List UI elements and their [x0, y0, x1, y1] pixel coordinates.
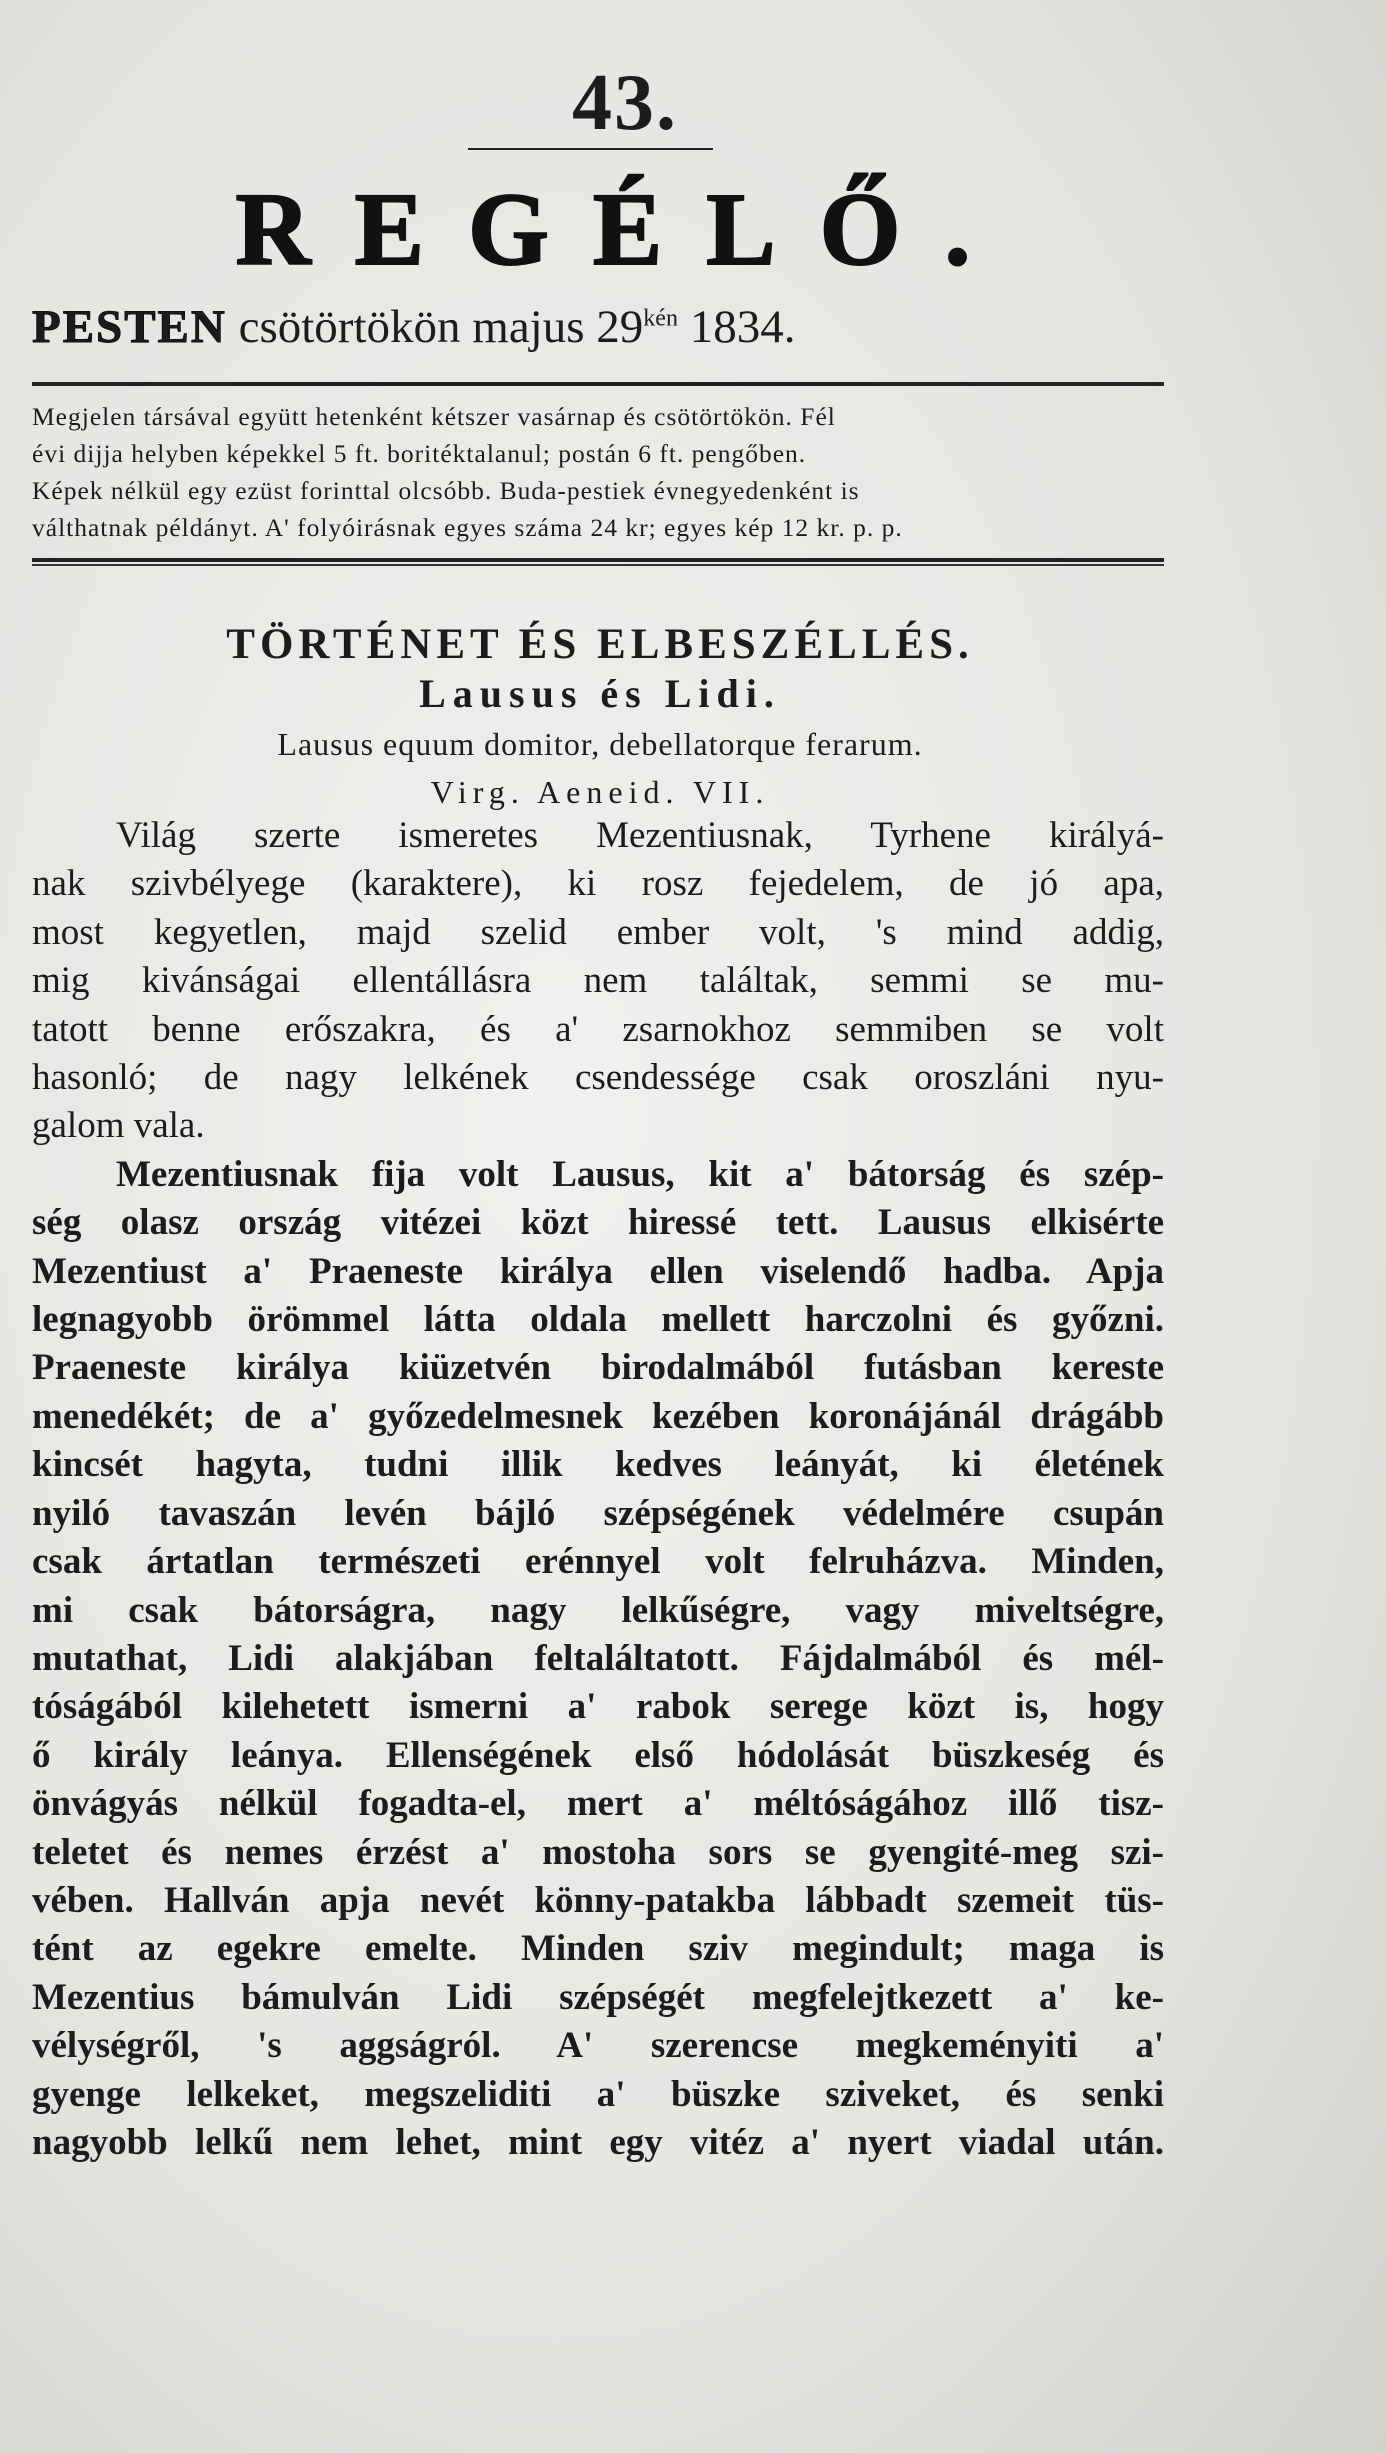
text-line: most kegyetlen, majd szelid ember volt, 's mind addig, [32, 911, 1164, 953]
dateline-month: majus [472, 301, 585, 353]
subscription-line: Képek nélkül egy ezüst forinttal olcsóbb. Buda-pestiek évnegyedenként is [32, 476, 860, 505]
subscription-notice [32, 398, 1164, 546]
text-line: nagyobb lelkű nem lehet, mint egy vitéz a' nyert viadal után. [32, 2121, 1164, 2163]
section-divider [32, 558, 1164, 566]
text-line: menedékét; de a' győzedelmesnek kezében koronájánál drágább [32, 1395, 1164, 1437]
text-line: vélységről, 's aggságról. A' szerencse megkeményiti a' [32, 2025, 1164, 2067]
dateline-city: PESTEN [32, 301, 227, 353]
header-rule [32, 382, 1164, 386]
subscription-line: válthatnak példányt. A' folyóirásnak egyes száma 24 kr; egyes kép 12 kr. p. p. [32, 513, 903, 542]
text-line: Mezentius bámulván Lidi szépségét megfelejtkezett a' ke- [32, 1976, 1164, 2018]
text-line: nyiló tavaszán levén bájló szépségének védelmére csupán [32, 1492, 1164, 1534]
text-line: mutathat, Lidi alakjában feltaláltatott. Fájdalmából és mél- [32, 1637, 1164, 1679]
text-line: önvágyás nélkül fogadta-el, mert a' méltóságához illő tisz- [32, 1783, 1164, 1825]
text-line: Világ szerte ismeretes Mezentiusnak, Tyrhene királyá- [116, 815, 1164, 856]
story-title: Lausus és Lidi. [419, 671, 781, 716]
text-line: galom vala. [32, 1105, 205, 1147]
text-line: vében. Hallván apja nevét könny-patakba lábbadt szemeit tüs- [32, 1879, 1164, 1921]
text-line: tént az egekre emelte. Minden sziv megindult; maga is [32, 1928, 1164, 1970]
masthead-title: REGÉLŐ. [235, 172, 1015, 287]
text-line: Praeneste királya kiüzetvén birodalmából futásban kereste [32, 1347, 1164, 1389]
text-line: mig kivánságai ellentállásra nem találtak, semmi se mu- [32, 960, 1164, 1002]
dateline [32, 300, 1132, 354]
text-line: tóságából kilehetett ismerni a' rabok serege közt is, hogy [32, 1686, 1164, 1728]
dateline-year: 1834. [689, 301, 796, 353]
text-line: gyenge lelkeket, megszeliditi a' büszke sziveket, és senki [32, 2073, 1164, 2115]
dateline-day: $29^{kén}$ [596, 301, 678, 353]
subscription-line: Megjelen társával együtt hetenként kétszer vasárnap és csötörtökön. Fél [32, 402, 836, 431]
text-line: Mezentiusnak fija volt Lausus, kit a' bátorság és szép- [116, 1153, 1164, 1195]
text-line: ő király leánya. Ellenségének első hódolását büszkeség és [32, 1734, 1164, 1776]
article-body [32, 812, 1164, 2167]
text-line: legnagyobb örömmel látta oldala mellett harczolni és győzni. [32, 1299, 1164, 1341]
text-line: teletet és nemes érzést a' mostoha sors se gyengité-meg szi- [32, 1831, 1164, 1873]
text-line: kincsét hagyta, tudni illik kedves leányát, ki életének [32, 1444, 1164, 1486]
text-line: Mezentiust a' Praeneste királya ellen viselendő hadba. Apja [32, 1250, 1164, 1292]
divider-rule [468, 148, 713, 150]
paragraph-1 [32, 812, 1164, 1151]
dateline-day-suffix: kén [643, 305, 678, 332]
text-line: nak szivbélyege (karaktere), ki rosz fejedelem, de jó apa, [32, 863, 1164, 905]
text-line: mi csak bátorságra, nagy lelkűségre, vagy miveltségre, [32, 1589, 1164, 1631]
text-line: csak ártatlan természeti erénnyel volt felruházva. Minden, [32, 1541, 1164, 1583]
text-line: ség olasz ország vitézei közt hiressé tett. Lausus elkisérte [32, 1202, 1164, 1244]
subscription-line: évi dijja helyben képekkel 5 ft. boritéktalanul; postán 6 ft. pengőben. [32, 439, 807, 468]
issue-number: 43. [572, 59, 678, 147]
text-line: hasonló; de nagy lelkének csendessége csak oroszláni nyu- [32, 1057, 1164, 1099]
text-line: tatott benne erőszakra, és a' zsarnokhoz semmiben se volt [32, 1008, 1164, 1050]
paragraph-2 [32, 1151, 1164, 2168]
epigraph: Lausus equum domitor, debellatorque ferarum. [277, 726, 923, 762]
dateline-weekday: csötörtökön [238, 301, 461, 353]
section-title: TÖRTÉNET ÉS ELBESZÉLLÉS. [226, 621, 974, 668]
epigraph-source: Virg. Aeneid. VII. [430, 774, 770, 810]
